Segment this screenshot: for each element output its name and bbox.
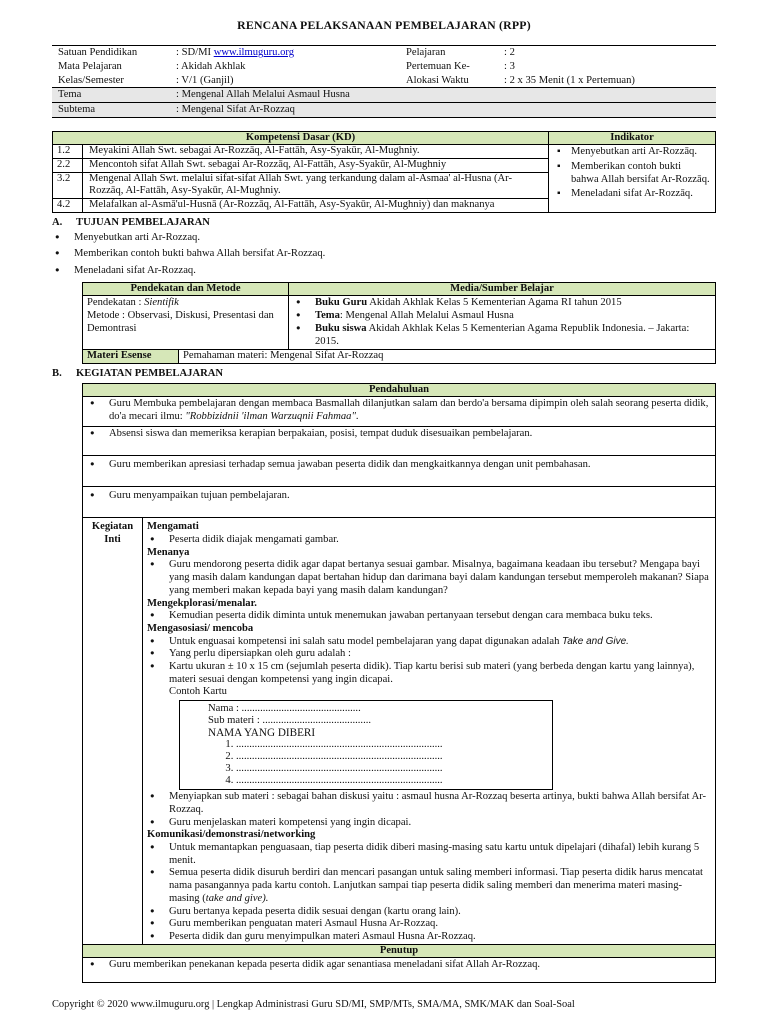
indikator-item: ▪ Meneladani sifat Ar-Rozzāq.	[553, 188, 711, 201]
indikator-item: ▪ Memberikan contoh bukti bahwa Allah bersifat Ar-Rozzāq.	[553, 161, 711, 186]
alokasi-value: : 2 x 35 Menit (1 x Pertemuan)	[504, 74, 635, 86]
mapel-label: Mata Pelajaran	[58, 60, 122, 72]
media-item: ● Tema: Mengenal Allah Melalui Asmaul Husna	[293, 310, 711, 323]
asosiasi-item: ● Untuk enguasai kompetensi ini salah satu model pembelajaran yang dapat digunakan adalah Take and Give.	[147, 636, 711, 649]
card-lines	[208, 739, 552, 787]
kd-header: Kompetensi Dasar (KD)	[53, 131, 549, 145]
indikator-header: Indikator	[549, 131, 716, 145]
pertemuan-label: Pertemuan Ke-	[406, 60, 470, 72]
media-cell	[289, 296, 716, 350]
indikator-item: ▪ Menyebutkan arti Ar-Rozzāq.	[553, 146, 711, 159]
asosiasi-title: Mengasosiasi/ mencoba	[147, 622, 254, 634]
pendahuluan-header: Pendahuluan	[83, 383, 716, 397]
tema-value: : Mengenal Allah Melalui Asmaul Husna	[170, 88, 716, 103]
section-a-heading: A. TUJUAN PEMBELAJARAN	[52, 216, 210, 228]
card-sub-materi: Sub materi : .........................................	[208, 715, 372, 727]
website-link[interactable]: www.ilmuguru.org	[213, 47, 295, 59]
penutup-header: Penutup	[83, 944, 716, 958]
kd-no: 4.2	[53, 199, 83, 213]
satuan-value: : SD/MI www.ilmuguru.org	[176, 47, 295, 59]
card-line: 2. ..............................................................................	[236, 751, 552, 763]
pendahuluan-item: ● Guru memberikan apresiasi terhadap semua jawaban peserta didik dan mengkaitkannya dengan unit pembahasan.	[87, 459, 711, 472]
inti-content	[143, 518, 716, 944]
alokasi-label: Alokasi Waktu	[406, 74, 469, 86]
pendekatan-line: Pendekatan : Sientifik	[87, 297, 179, 309]
pendahuluan-row	[83, 487, 716, 518]
inti-label: Kegiatan Inti	[83, 518, 143, 944]
asosiasi-item: ● Kartu ukuran ± 10 x 15 cm (sejumlah peserta didik). Tiap kartu berisi sub materi (yang berbeda dengan kartu yang lainnya), materi sesuai dengan kompetensi yang ingin dicapai.	[147, 661, 711, 686]
subtema-value: : Mengenal Sifat Ar-Rozzaq	[170, 102, 716, 117]
menanya-item: ● Guru mendorong peserta didik agar dapat bertanya sesuai gambar. Misalnya, bagaimana keadaan ibu tersebut? Mengapa bayi yang masih dalam kandungan dapat bertahan hidup dan darimana bayi dalam kandungan tersebut memperoleh makanan? Siapa yang memberi makan kepada bayi yang masih dalam kandungan?	[147, 559, 711, 597]
penutup-row	[83, 958, 716, 983]
tema-label: Tema	[52, 88, 170, 103]
pendekatan-cell	[83, 296, 289, 350]
media-item: ● Buku siswa Akidah Akhlak Kelas 5 Kementerian Agama Republik Indonesia. – Jakarta: 2015.	[293, 323, 711, 348]
eksplorasi-title: Mengekplorasi/menalar.	[147, 597, 257, 609]
asosiasi-item: ● Yang perlu dipersiapkan oleh guru adalah :	[147, 648, 711, 661]
card-line: 1. ..............................................................................	[236, 739, 552, 751]
satuan-label: Satuan Pendidikan	[58, 47, 138, 59]
materi-value: Pemahaman materi: Mengenal Sifat Ar-Rozzaq	[179, 350, 716, 364]
media-list	[293, 297, 711, 348]
kelas-label: Kelas/Semester	[58, 74, 124, 86]
card-line: 3. ..............................................................................	[236, 763, 552, 775]
metode-line: Metode : Observasi, Diskusi, Presentasi dan Demontrasi	[87, 310, 274, 334]
komunikasi-item: ● Peserta didik dan guru menyimpulkan materi Asmaul Husna Ar-Rozzaq.	[147, 931, 711, 944]
subtema-label: Subtema	[52, 102, 170, 117]
card-heading: NAMA YANG DIBERI	[208, 727, 316, 740]
section-b-heading: B. KEGIATAN PEMBELAJARAN	[52, 367, 224, 379]
kd-text: Melafalkan al-Asmā'ul-Husnā (Ar-Rozzāq, Al-Fattāh, Asy-Syakūr, Al-Mughniy) dan maknanya	[83, 199, 549, 213]
komunikasi-title: Komunikasi/demonstrasi/networking	[147, 829, 316, 841]
indikator-list	[553, 146, 711, 201]
contoh-kartu-label: Contoh Kartu	[169, 686, 227, 698]
penutup-item: ● Guru memberikan penekanan kepada peserta didik agar senantiasa meneladani sifat Allah Ar-Rozzaq.	[87, 959, 711, 972]
menanya-title: Menanya	[147, 546, 190, 558]
pendahuluan-item: ● Guru Membuka pembelajaran dengan membaca Basmallah dilanjutkan salam dan berdo'a bersama dipimpin oleh salah seorang peserta didik, do'a mecari ilmu: "Robbizidnii 'ilman Warzuqnii Fahmaa".	[87, 398, 711, 423]
mapel-value: : Akidah Akhlak	[176, 60, 246, 72]
pendahuluan-row	[83, 427, 716, 456]
kd-text: Meyakini Allah Swt. sebagai Ar-Rozzāq, Al-Fattāh, Asy-Syakūr, Al-Mughniy.	[83, 145, 549, 159]
document-title: RENCANA PELAKSANAAN PEMBELAJARAN (RPP)	[237, 18, 531, 32]
rpp-document	[52, 18, 716, 983]
komunikasi-item: ● Guru bertanya kepada peserta didik sesuai dengan (kartu orang lain).	[147, 906, 711, 919]
pendahuluan-row	[83, 397, 716, 427]
identity-table	[52, 45, 716, 118]
kd-no: 3.2	[53, 172, 83, 198]
kd-text: Mengenal Allah Swt. melalui sifat-sifat Allah Swt. yang terkandung dalam al-Asmaa' al-Husna (Ar-Rozzāq, Al-Fattāh, Asy-Syakūr, Al-Mughniy.	[83, 172, 549, 198]
komunikasi-item: ● Guru memberikan penguatan materi Asmaul Husna Ar-Rozzaq.	[147, 918, 711, 931]
pendekatan-table	[82, 282, 716, 364]
card-nama: Nama : .............................................	[208, 703, 361, 715]
kegiatan-table	[82, 383, 716, 984]
tujuan-list	[52, 232, 716, 278]
asosiasi-item: ● Menyiapkan sub materi : sebagai bahan diskusi yaitu : asmaul husna Ar-Rozzaq beserta artinya, bukti bahwa Allah bersifat Ar-Rozzaq.	[147, 791, 711, 816]
card-line: 4. ..............................................................................	[236, 775, 552, 787]
komunikasi-item: ● Untuk memantapkan penguasaan, tiap peserta didik diberi masing-masing satu kartu untuk dipelajari (dihafal) lebih kurang 5 menit.	[147, 842, 711, 867]
eksplorasi-item: ● Kemudian peserta didik diminta untuk menemukan jawaban pertanyaan tersebut dengan cara membaca buku teks.	[147, 610, 711, 623]
pelajaran-value: : 2	[504, 47, 515, 59]
tujuan-item: ● Menyebutkan arti Ar-Rozzaq.	[52, 232, 716, 245]
pertemuan-value: : 3	[504, 60, 515, 72]
mengamati-item: ● Peserta didik diajak mengamati gambar.	[147, 534, 711, 547]
kd-no: 2.2	[53, 159, 83, 173]
pendahuluan-item: ● Guru menyampaikan tujuan pembelajaran.	[87, 490, 711, 503]
kd-table	[52, 131, 716, 213]
asosiasi-item: ● Guru menjelaskan materi kompetensi yang ingin dicapai.	[147, 817, 711, 830]
pelajaran-label: Pelajaran	[406, 47, 446, 59]
tujuan-item: ● Memberikan contoh bukti bahwa Allah bersifat Ar-Rozzaq.	[52, 248, 716, 261]
materi-label: Materi Esense	[83, 350, 179, 364]
komunikasi-item: ● Semua peserta didik disuruh berdiri dan mencari pasangan untuk saling memberi informasi. Tiap peserta didik harus mencatat nama pasangannya pada kartu contoh. Lanjutkan sampai tiap peserta didik saling memberi dan menerima materi masing-masing (take and give).	[147, 867, 711, 905]
example-card	[179, 700, 553, 790]
mengamati-title: Mengamati	[147, 521, 199, 533]
kd-no: 1.2	[53, 145, 83, 159]
footer-copyright: Copyright © 2020 www.ilmuguru.org | Lengkap Administrasi Guru SD/MI, SMP/MTs, SMA/MA, SMK/MAK dan Soal-Soal	[52, 999, 575, 1010]
indikator-cell	[549, 145, 716, 213]
pendahuluan-row	[83, 456, 716, 487]
media-item: ● Buku Guru Akidah Akhlak Kelas 5 Kementerian Agama RI tahun 2015	[293, 297, 711, 310]
pendahuluan-item: ● Absensi siswa dan memeriksa kerapian berpakaian, posisi, tempat duduk disesuaikan pembelajaran.	[87, 428, 711, 441]
kd-text: Mencontoh sifat Allah Swt. sebagai Ar-Rozzāq, Al-Fattāh, Asy-Syakūr, Al-Mughniy	[83, 159, 549, 173]
pendekatan-header: Pendekatan dan Metode	[83, 282, 289, 296]
media-header: Media/Sumber Belajar	[289, 282, 716, 296]
kelas-value: : V/1 (Ganjil)	[176, 74, 234, 86]
tujuan-item: ● Meneladani sifat Ar-Rozzaq.	[52, 265, 716, 278]
